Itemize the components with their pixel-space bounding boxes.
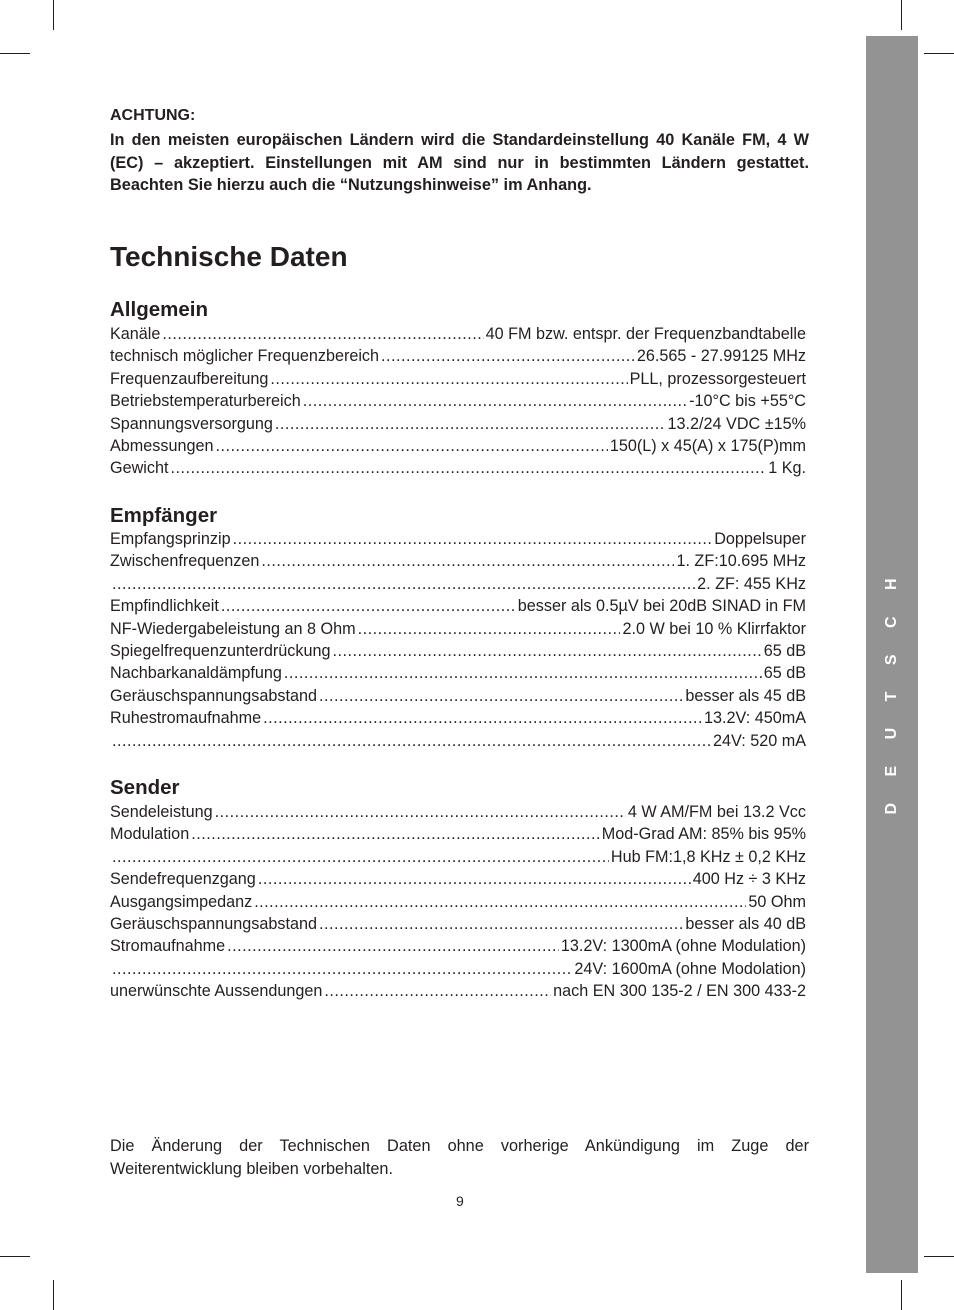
dot-leader <box>221 595 516 617</box>
spec-row <box>110 958 806 980</box>
dot-leader <box>233 528 713 550</box>
spec-list-general <box>110 323 806 480</box>
spec-value: nach EN 300 135-2 / EN 300 433-2 <box>553 982 806 1001</box>
spec-value: 2.0 W bei 10 % Klirrfaktor <box>622 619 806 638</box>
spec-label: Geräuschspannungsabstand <box>110 686 317 705</box>
spec-row <box>110 595 806 617</box>
dot-leader <box>215 801 626 823</box>
crop-mark <box>0 53 30 54</box>
spec-row <box>110 550 806 572</box>
dot-leader <box>270 368 627 390</box>
language-side-tab <box>866 36 918 1273</box>
spec-label: unerwünschte Aussendungen <box>110 982 323 1001</box>
spec-label: Sendefrequenzgang <box>110 870 256 889</box>
spec-value: 65 dB <box>763 664 806 683</box>
spec-label: technisch möglicher Frequenzbereich <box>110 347 380 366</box>
spec-label: Ruhestromaufnahme <box>110 709 262 728</box>
spec-label: Empfangsprinzip <box>110 530 231 548</box>
spec-row <box>110 662 806 684</box>
spec-value: besser als 45 dB <box>685 686 806 705</box>
spec-label: Ausgangsimpedanz <box>110 892 253 911</box>
spec-row <box>110 323 806 345</box>
dot-leader <box>319 913 683 935</box>
dot-leader <box>112 573 695 595</box>
spec-value: 150(L) x 45(A) x 175(P)mm <box>609 436 806 455</box>
spec-row <box>110 640 806 662</box>
spec-list-receiver <box>110 528 806 752</box>
crop-mark <box>0 1256 30 1257</box>
spec-value: 13.2V: 1300mA (ohne Modulation) <box>560 937 806 956</box>
spec-label: NF-Wiedergabeleistung an 8 Ohm <box>110 619 356 638</box>
spec-value: 13.2V: 450mA <box>704 709 806 728</box>
spec-value: Mod-Grad AM: 85% bis 95% <box>601 825 806 844</box>
spec-label: Betriebstemperaturbereich <box>110 392 301 411</box>
dot-leader <box>258 868 691 890</box>
dot-leader <box>284 662 762 684</box>
dot-leader <box>381 345 635 367</box>
dot-leader <box>303 390 687 412</box>
spec-value: -10°C bis +55°C <box>689 392 806 411</box>
spec-value: besser als 40 dB <box>685 914 806 933</box>
spec-list-transmitter <box>110 801 806 1003</box>
crop-mark <box>901 0 902 30</box>
spec-row <box>110 685 806 707</box>
warning-text: In den meisten europäischen Ländern wird die Standardeinstellung 40 Kanäle FM, 4 W (EC) – akzeptiert. Einstellungen mit AM sind nur in bestimmten Ländern gestattet. Beachten Sie hierzu auch die “Nutzungshinweise” im Anhang. <box>110 131 809 194</box>
spec-row <box>110 368 806 390</box>
spec-value: Hub FM:1,8 KHz ± 0,2 KHz <box>610 847 806 866</box>
dot-leader <box>275 413 666 435</box>
spec-value: 400 Hz ÷ 3 KHz <box>692 870 806 889</box>
spec-value: 26.565 - 27.99125 MHz <box>636 347 806 366</box>
spec-value: 65 dB <box>763 641 806 660</box>
dot-leader <box>263 707 702 729</box>
dot-leader <box>254 891 746 913</box>
spec-value: 40 FM bzw. entspr. der Frequenzbandtabelle <box>485 325 806 343</box>
crop-mark <box>924 53 954 54</box>
dot-leader <box>358 618 621 640</box>
spec-value: 13.2/24 VDC ±15% <box>667 414 806 433</box>
section-title-general: Allgemein <box>110 298 208 321</box>
spec-row <box>110 457 806 479</box>
spec-label: Spiegelfrequenzunterdrückung <box>110 641 331 660</box>
spec-row <box>110 707 806 729</box>
dot-leader <box>162 323 483 345</box>
warning-title: ACHTUNG: <box>110 107 196 124</box>
spec-value: 1 Kg. <box>768 459 806 478</box>
spec-label: Geräuschspannungsabstand <box>110 914 317 933</box>
page-number: 9 <box>456 1193 464 1209</box>
spec-row <box>110 528 806 550</box>
dot-leader <box>112 846 609 868</box>
dot-leader <box>261 550 674 572</box>
spec-row <box>110 891 806 913</box>
spec-value: 50 Ohm <box>748 892 806 911</box>
spec-row <box>110 435 806 457</box>
spec-row <box>110 413 806 435</box>
spec-row <box>110 868 806 890</box>
spec-label: Empfindlichkeit <box>110 597 219 616</box>
spec-label: Modulation <box>110 825 190 844</box>
dot-leader <box>112 958 572 980</box>
spec-value: 24V: 1600mA (ohne Modolation) <box>574 959 806 978</box>
spec-row <box>110 730 806 752</box>
spec-row <box>110 390 806 412</box>
spec-label: Kanäle <box>110 325 161 343</box>
crop-mark <box>901 1280 902 1310</box>
spec-value: 1. ZF:10.695 MHz <box>676 552 806 571</box>
spec-row <box>110 345 806 367</box>
crop-mark <box>924 1256 954 1257</box>
section-title-transmitter: Sender <box>110 776 180 799</box>
spec-value: 2. ZF: 455 KHz <box>697 574 806 593</box>
dot-leader <box>332 640 761 662</box>
spec-row <box>110 823 806 845</box>
dot-leader <box>324 980 551 1002</box>
spec-row <box>110 935 806 957</box>
spec-row <box>110 801 806 823</box>
dot-leader <box>319 685 683 707</box>
spec-label: Spannungsversorgung <box>110 414 273 433</box>
spec-label: Sendeleistung <box>110 803 213 821</box>
spec-value: Doppelsuper <box>714 530 806 548</box>
spec-label: Zwischenfrequenzen <box>110 552 260 571</box>
spec-label: Gewicht <box>110 459 169 478</box>
spec-row <box>110 913 806 935</box>
footer-note: Die Änderung der Technischen Daten ohne vorherige Ankündigung im Zuge der Weiterentwicklung bleiben vorbehalten. <box>110 1137 809 1178</box>
dot-leader <box>170 457 766 479</box>
spec-row <box>110 846 806 868</box>
spec-value: besser als 0.5µV bei 20dB SINAD in FM <box>517 597 806 616</box>
crop-mark <box>53 1280 54 1310</box>
section-title-receiver: Empfänger <box>110 504 218 527</box>
dot-leader <box>112 730 711 752</box>
spec-row <box>110 980 806 1002</box>
spec-row <box>110 618 806 640</box>
spec-label: Nachbarkanaldämpfung <box>110 664 282 683</box>
crop-mark <box>53 0 54 30</box>
spec-value: PLL, prozessorgesteuert <box>629 369 806 388</box>
dot-leader <box>227 935 559 957</box>
spec-label: Abmessungen <box>110 436 214 455</box>
spec-value: 4 W AM/FM bei 13.2 Vcc <box>627 803 806 821</box>
spec-label: Frequenzaufbereitung <box>110 369 269 388</box>
spec-row <box>110 573 806 595</box>
language-label: D E U T S C H <box>883 567 900 815</box>
spec-label: Stromaufnahme <box>110 937 226 956</box>
dot-leader <box>191 823 600 845</box>
page-title: Technische Daten <box>110 241 348 272</box>
spec-value: 24V: 520 mA <box>713 731 806 750</box>
dot-leader <box>216 435 608 457</box>
